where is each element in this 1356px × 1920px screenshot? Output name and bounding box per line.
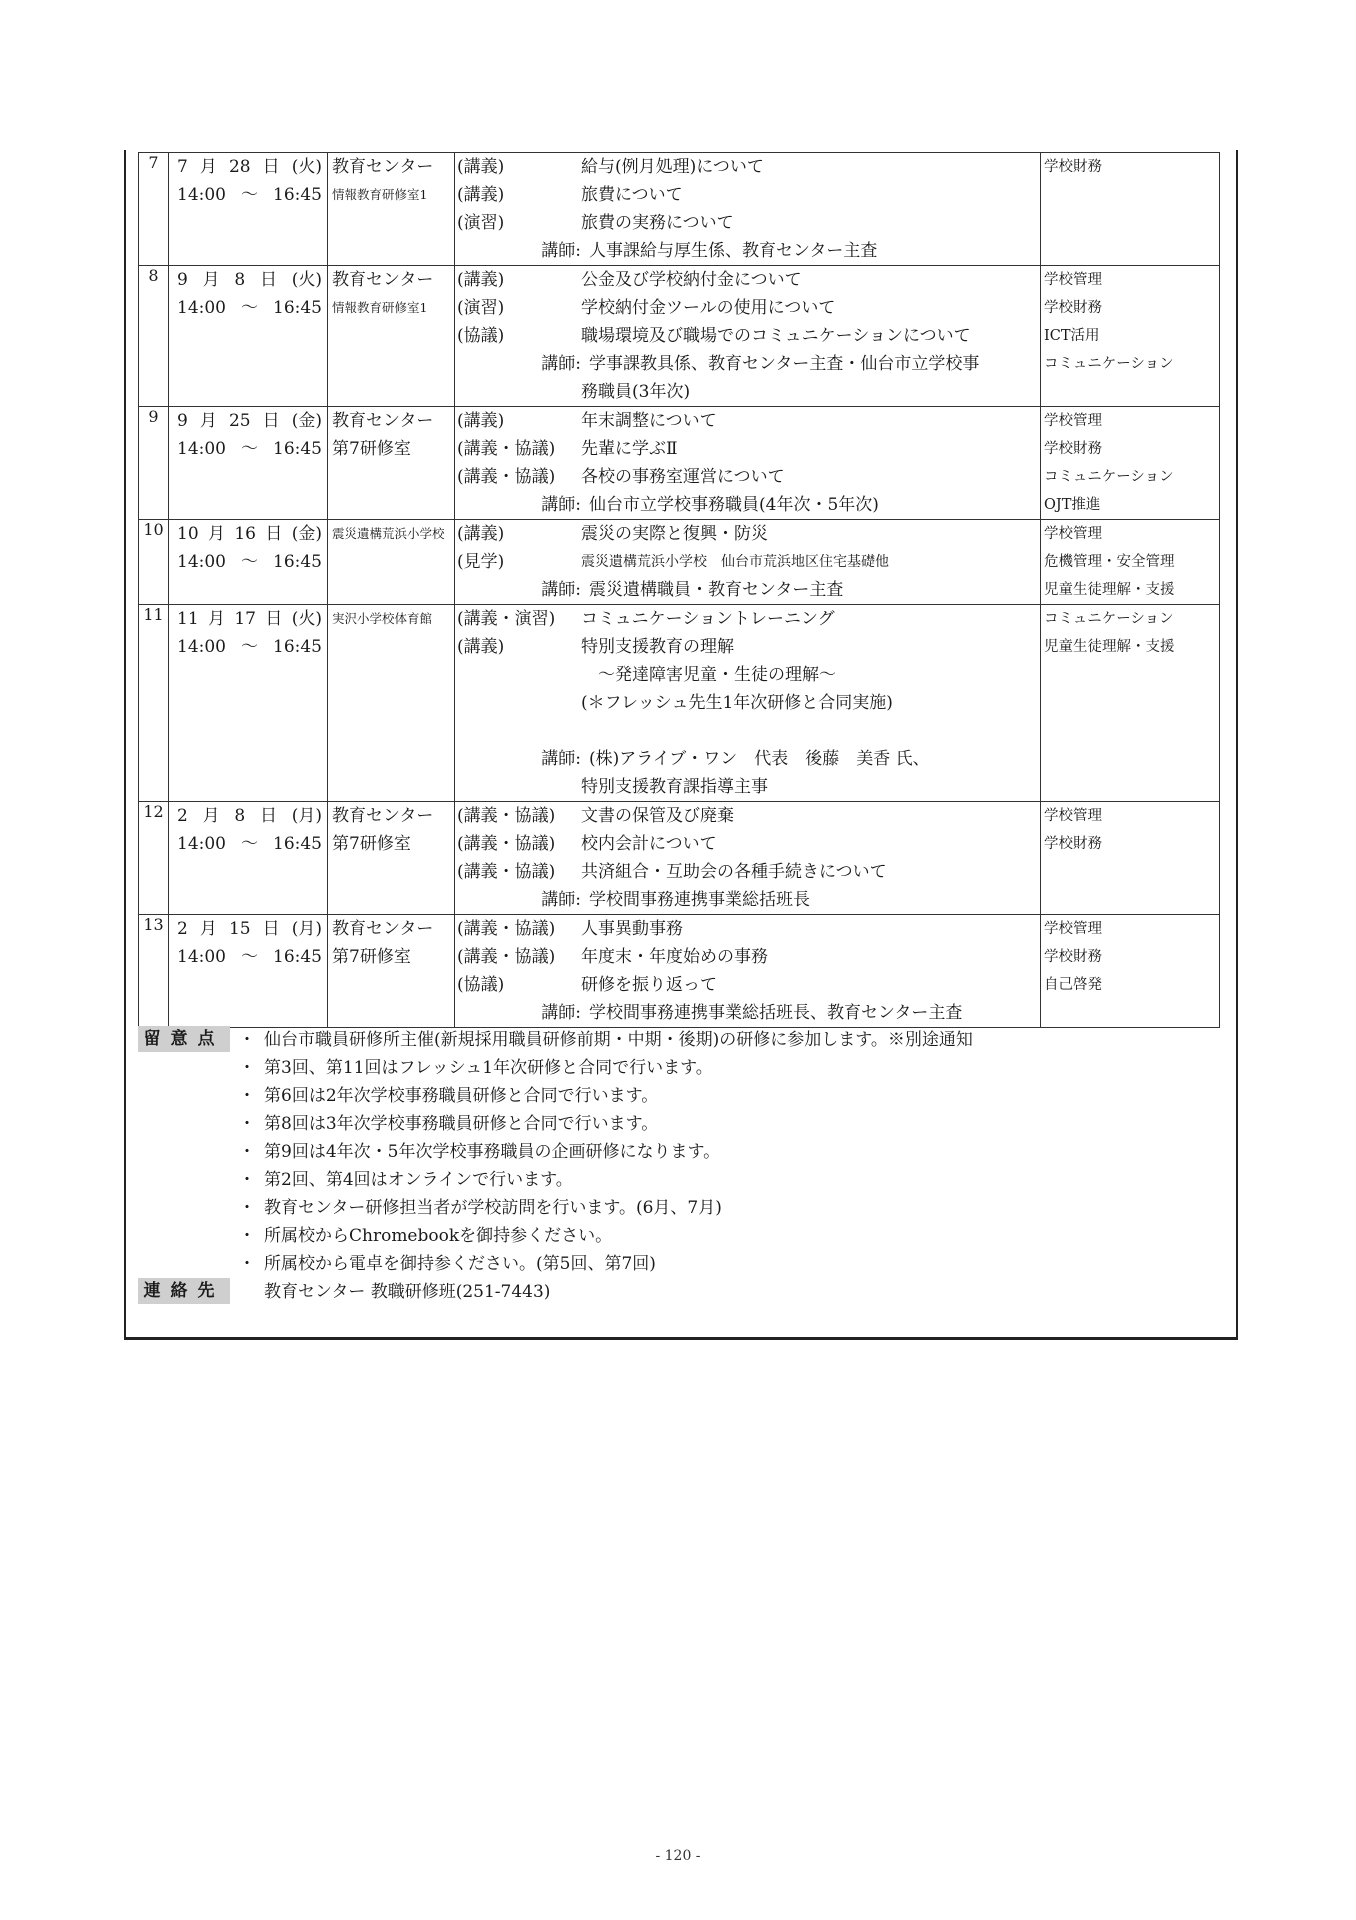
note-item	[138, 1194, 1218, 1222]
time-part: ～	[241, 185, 258, 205]
date-part: 月	[199, 411, 217, 431]
time-part: 14:00	[177, 947, 226, 967]
session-time	[169, 181, 327, 209]
content-type-label: 講師:	[541, 354, 581, 374]
content-line	[455, 435, 1040, 463]
date-part: 17	[234, 609, 256, 629]
time-part: ～	[241, 834, 258, 854]
content-line	[455, 605, 1040, 633]
content-type-label: 講師:	[541, 1003, 581, 1023]
time-part: 14:00	[177, 552, 226, 572]
date-part: 日	[259, 806, 277, 826]
session-datetime	[169, 520, 328, 605]
time-part: 14:00	[177, 834, 226, 854]
content-type-label: (講義・協議)	[457, 439, 556, 459]
content-type-label: (講義)	[457, 270, 505, 290]
venue-line: 第7研修室	[332, 947, 411, 967]
content-text: 務職員(3年次)	[581, 382, 691, 402]
content-type-label: 講師:	[541, 890, 581, 910]
content-type-label: (協議)	[457, 326, 505, 346]
content-text: 職場環境及び職場でのコミュニケーションについて	[581, 326, 971, 346]
content-type-label	[455, 689, 581, 717]
content-type-label: (講義)	[457, 411, 505, 431]
time-part: ～	[241, 947, 258, 967]
content-text: 研修を振り返って	[581, 975, 717, 995]
content-type-label: (講義)	[457, 157, 505, 177]
date-part: 2	[177, 806, 188, 826]
category-tag: 学校管理	[1044, 413, 1102, 429]
time-part: 16:45	[273, 637, 322, 657]
time-part: 16:45	[273, 834, 322, 854]
category-tag: 自己啓発	[1044, 977, 1102, 993]
notes-label-spacer	[138, 1110, 230, 1136]
venue-line: 情報教育研修室1	[332, 187, 428, 202]
venue-line: 第7研修室	[332, 834, 411, 854]
time-part: ～	[241, 298, 258, 318]
time-part: 16:45	[273, 439, 322, 459]
session-row	[139, 153, 1220, 266]
session-date	[169, 520, 327, 548]
note-text: 第6回は2年次学校事務職員研修と合同で行います。	[264, 1086, 659, 1106]
content-text: 学事課教具係、教育センター主査・仙台市立学校事	[589, 354, 980, 374]
content-text: 人事異動事務	[581, 919, 683, 939]
note-text: 仙台市職員研修所主催(新規採用職員研修前期・中期・後期)の研修に参加します。※別途通知	[264, 1030, 973, 1050]
bullet-icon: ・	[238, 1198, 256, 1218]
content-type-label: (講義)	[457, 637, 505, 657]
category-tag: ICT活用	[1044, 328, 1100, 344]
date-part: 月	[199, 919, 217, 939]
content-text: (株)アライブ・ワン 代表 後藤 美香 氏、	[589, 749, 930, 769]
category-tag: コミュニケーション	[1044, 611, 1174, 627]
content-type-label: (演習)	[457, 298, 505, 318]
content-line	[455, 576, 1040, 604]
session-row	[139, 407, 1220, 520]
content-line	[455, 717, 1040, 745]
bullet-icon: ・	[238, 1114, 256, 1134]
content-text: 学校間事務連携事業総括班長	[589, 890, 810, 910]
content-line	[455, 830, 1040, 858]
note-item	[138, 1110, 1218, 1138]
content-line	[455, 209, 1040, 237]
date-part: 日	[262, 157, 280, 177]
date-part: 日	[265, 524, 283, 544]
category-tag: 学校財務	[1044, 300, 1102, 316]
date-part: (月)	[291, 806, 322, 826]
date-part: (火)	[291, 157, 322, 177]
session-row	[139, 605, 1220, 802]
notes-label-spacer	[138, 1250, 230, 1276]
content-text: 震災遺構職員・教育センター主査	[589, 580, 844, 600]
content-line	[455, 322, 1040, 350]
content-type-label: (講義・協議)	[457, 806, 556, 826]
date-part: 2	[177, 919, 188, 939]
content-text: 共済組合・互助会の各種手続きについて	[581, 862, 887, 882]
time-part: ～	[241, 552, 258, 572]
content-text: 旅費について	[581, 185, 683, 205]
venue-line: 情報教育研修室1	[332, 300, 428, 315]
page-number: - 120 -	[655, 1848, 701, 1864]
category-tag: 学校管理	[1044, 272, 1102, 288]
date-part: 28	[228, 157, 251, 177]
content-line	[455, 378, 1040, 406]
date-part: 9	[177, 411, 188, 431]
date-part: 日	[265, 609, 283, 629]
bullet-icon: ・	[238, 1254, 256, 1274]
category-tag: 学校管理	[1044, 808, 1102, 824]
time-part: 16:45	[273, 185, 322, 205]
content-line	[455, 802, 1040, 830]
session-row	[139, 915, 1220, 1028]
time-part: 16:45	[273, 947, 322, 967]
content-line	[455, 463, 1040, 491]
notes-label-spacer	[138, 1166, 230, 1192]
content-type-label: (講義・協議)	[457, 467, 556, 487]
session-categories	[1041, 802, 1220, 915]
session-number: 10	[139, 520, 169, 605]
time-part: 14:00	[177, 185, 226, 205]
session-time	[169, 294, 327, 322]
bullet-icon: ・	[238, 1030, 256, 1050]
venue-line: 教育センター	[332, 157, 434, 177]
session-venue	[328, 266, 455, 407]
date-part: 月	[199, 157, 217, 177]
venue-line: 第7研修室	[332, 439, 411, 459]
session-time	[169, 548, 327, 576]
content-line	[455, 407, 1040, 435]
session-venue	[328, 153, 455, 266]
content-text: 各校の事務室運営について	[581, 467, 785, 487]
note-text: 第3回、第11回はフレッシュ1年次研修と合同で行います。	[264, 1058, 713, 1078]
date-part: 日	[262, 411, 280, 431]
content-type-label	[455, 773, 581, 801]
content-text: 人事課給与厚生係、教育センター主査	[589, 241, 878, 261]
category-tag: OJT推進	[1044, 497, 1101, 513]
session-categories	[1041, 520, 1220, 605]
note-text: 第9回は4年次・5年次学校事務職員の企画研修になります。	[264, 1142, 721, 1162]
content-text: 文書の保管及び廃棄	[581, 806, 734, 826]
category-tag: 学校財務	[1044, 159, 1102, 175]
session-time	[169, 830, 327, 858]
session-time	[169, 943, 327, 971]
session-time	[169, 633, 327, 661]
venue-line: 教育センター	[332, 270, 434, 290]
content-type-label	[455, 378, 581, 406]
content-type-label: (講義・協議)	[457, 834, 556, 854]
category-tag: 児童生徒理解・支援	[1044, 582, 1175, 598]
content-line	[455, 886, 1040, 914]
content-line	[455, 858, 1040, 886]
note-text: 教育センター研修担当者が学校訪問を行います。(6月、7月)	[264, 1198, 722, 1218]
session-datetime	[169, 915, 328, 1028]
notes-label: 留意点	[138, 1026, 230, 1052]
date-part: 月	[208, 609, 225, 629]
content-line	[455, 943, 1040, 971]
contact-row	[138, 1278, 1218, 1306]
category-tag: 学校財務	[1044, 441, 1102, 457]
session-number: 13	[139, 915, 169, 1028]
content-text: (＊フレッシュ先生1年次研修と合同実施)	[581, 693, 893, 713]
notes-label-spacer	[138, 1138, 230, 1164]
time-part: 14:00	[177, 298, 226, 318]
session-datetime	[169, 153, 328, 266]
content-text: 年末調整について	[581, 411, 717, 431]
content-line	[455, 350, 1040, 378]
session-date	[169, 407, 327, 435]
venue-line: 教育センター	[332, 919, 434, 939]
session-content	[455, 605, 1041, 802]
notes-section	[138, 1026, 1218, 1306]
content-text: コミュニケーショントレーニング	[581, 609, 835, 629]
content-line	[455, 633, 1040, 661]
date-part: 15	[228, 919, 251, 939]
content-line	[455, 661, 1040, 689]
session-categories	[1041, 605, 1220, 802]
bullet-icon: ・	[238, 1170, 256, 1190]
date-part: 月	[208, 524, 225, 544]
venue-line: 教育センター	[332, 411, 434, 431]
bullet-icon: ・	[238, 1058, 256, 1078]
content-text: 校内会計について	[581, 834, 717, 854]
content-type-label: (講義・協議)	[457, 947, 556, 967]
note-text: 第2回、第4回はオンラインで行います。	[264, 1170, 573, 1190]
session-venue	[328, 915, 455, 1028]
content-text: 特別支援教育課指導主事	[581, 777, 768, 797]
session-row	[139, 802, 1220, 915]
contact-text: 教育センター 教職研修班(251-7443)	[264, 1282, 551, 1302]
content-text: 年度末・年度始めの事務	[581, 947, 768, 967]
session-datetime	[169, 407, 328, 520]
session-number: 11	[139, 605, 169, 802]
category-tag: 学校管理	[1044, 526, 1102, 542]
category-tag: 児童生徒理解・支援	[1044, 639, 1175, 655]
session-date	[169, 266, 327, 294]
content-type-label: (講義)	[457, 185, 505, 205]
date-part: 7	[177, 157, 188, 177]
content-type-label: (見学)	[457, 552, 505, 572]
venue-line	[328, 633, 454, 661]
content-line	[455, 181, 1040, 209]
content-text: 学校納付金ツールの使用について	[581, 298, 836, 318]
notes-label-spacer	[138, 1194, 230, 1220]
date-part: 9	[177, 270, 188, 290]
date-part: 8	[234, 270, 246, 290]
session-categories	[1041, 153, 1220, 266]
venue-line: 実沢小学校体育館	[332, 611, 433, 626]
session-content	[455, 153, 1041, 266]
venue-line: 震災遺構荒浜小学校	[332, 526, 445, 541]
bullet-icon: ・	[238, 1086, 256, 1106]
session-number: 12	[139, 802, 169, 915]
venue-line: 教育センター	[332, 806, 434, 826]
session-categories	[1041, 266, 1220, 407]
content-type-label: (演習)	[457, 213, 505, 233]
content-text: 震災遺構荒浜小学校 仙台市荒浜地区住宅基礎他	[581, 554, 889, 570]
content-line	[455, 491, 1040, 519]
category-tag: コミュニケーション	[1044, 356, 1174, 372]
content-type-label	[455, 661, 581, 689]
session-content	[455, 915, 1041, 1028]
session-categories	[1041, 915, 1220, 1028]
content-line	[455, 689, 1040, 717]
content-line	[455, 153, 1040, 181]
time-part: 16:45	[273, 298, 322, 318]
content-type-label: 講師:	[541, 495, 581, 515]
content-text: 先輩に学ぶⅡ	[581, 439, 678, 459]
note-text: 所属校からChromebookを御持参ください。	[264, 1226, 613, 1246]
session-row	[139, 520, 1220, 605]
session-date	[169, 153, 327, 181]
content-text	[581, 717, 1040, 745]
note-item	[138, 1138, 1218, 1166]
session-datetime	[169, 605, 328, 802]
note-item	[138, 1250, 1218, 1278]
content-line	[455, 999, 1040, 1027]
time-part: 16:45	[273, 552, 322, 572]
session-venue	[328, 802, 455, 915]
content-type-label: (講義・協議)	[457, 862, 556, 882]
content-line	[455, 971, 1040, 999]
session-categories	[1041, 407, 1220, 520]
date-part: 日	[262, 919, 280, 939]
bullet-icon: ・	[238, 1142, 256, 1162]
date-part: (金)	[291, 411, 322, 431]
content-type-label: (講義・協議)	[457, 919, 556, 939]
content-line	[455, 915, 1040, 943]
session-time	[169, 435, 327, 463]
session-datetime	[169, 802, 328, 915]
content-type-label: (講義・演習)	[457, 609, 556, 629]
session-datetime	[169, 266, 328, 407]
venue-line	[328, 548, 454, 576]
content-type-label: (講義)	[457, 524, 505, 544]
date-part: (金)	[291, 524, 322, 544]
time-part: ～	[241, 637, 258, 657]
session-number: 9	[139, 407, 169, 520]
content-line	[455, 266, 1040, 294]
note-item	[138, 1222, 1218, 1250]
category-tag: 危機管理・安全管理	[1044, 554, 1175, 570]
content-type-label: (協議)	[457, 975, 505, 995]
content-text: 給与(例月処理)について	[581, 157, 764, 177]
note-item	[138, 1026, 1218, 1054]
time-part: 14:00	[177, 637, 226, 657]
session-content	[455, 407, 1041, 520]
date-part: 25	[228, 411, 251, 431]
content-type-label: 講師:	[541, 241, 581, 261]
content-text: 仙台市立学校事務職員(4年次・5年次)	[589, 495, 879, 515]
session-row	[139, 266, 1220, 407]
note-item	[138, 1166, 1218, 1194]
content-text: 学校間事務連携事業総括班長、教育センター主査	[589, 1003, 963, 1023]
content-text: 震災の実際と復興・防災	[581, 524, 768, 544]
content-text: ～発達障害児童・生徒の理解～	[581, 665, 836, 685]
date-part: (火)	[291, 270, 322, 290]
content-line	[455, 294, 1040, 322]
date-part: 8	[234, 806, 246, 826]
content-line	[455, 520, 1040, 548]
contact-label: 連絡先	[138, 1278, 230, 1304]
time-part: 14:00	[177, 439, 226, 459]
content-line	[455, 548, 1040, 576]
session-date	[169, 915, 327, 943]
notes-label-spacer	[138, 1082, 230, 1108]
content-text: 特別支援教育の理解	[581, 637, 734, 657]
schedule-table	[138, 152, 1220, 1028]
date-part: 日	[259, 270, 277, 290]
session-venue	[328, 605, 455, 802]
session-date	[169, 802, 327, 830]
session-content	[455, 802, 1041, 915]
note-text: 所属校から電卓を御持参ください。(第5回、第7回)	[264, 1254, 656, 1274]
category-tag: 学校管理	[1044, 921, 1102, 937]
bullet-icon: ・	[238, 1226, 256, 1246]
date-part: (月)	[291, 919, 322, 939]
content-type-label: 講師:	[541, 749, 581, 769]
session-venue	[328, 407, 455, 520]
content-line	[455, 773, 1040, 801]
date-part: 10	[177, 524, 199, 544]
session-number: 8	[139, 266, 169, 407]
note-item	[138, 1054, 1218, 1082]
notes-label-spacer	[138, 1222, 230, 1248]
date-part: 16	[234, 524, 256, 544]
time-part: ～	[241, 439, 258, 459]
content-type-label: 講師:	[541, 580, 581, 600]
content-line	[455, 745, 1040, 773]
content-text: 公金及び学校納付金について	[581, 270, 802, 290]
category-tag: 学校財務	[1044, 949, 1102, 965]
category-tag: コミュニケーション	[1044, 469, 1174, 485]
date-part: 11	[177, 609, 199, 629]
note-item	[138, 1082, 1218, 1110]
session-content	[455, 266, 1041, 407]
date-part: 月	[202, 806, 220, 826]
content-type-label	[455, 717, 581, 745]
content-line	[455, 237, 1040, 265]
session-date	[169, 605, 327, 633]
date-part: 月	[202, 270, 220, 290]
notes-label-spacer	[138, 1054, 230, 1080]
session-content	[455, 520, 1041, 605]
content-text: 旅費の実務について	[581, 213, 734, 233]
note-text: 第8回は3年次学校事務職員研修と合同で行います。	[264, 1114, 659, 1134]
date-part: (火)	[291, 609, 322, 629]
session-venue	[328, 520, 455, 605]
session-number: 7	[139, 153, 169, 266]
category-tag: 学校財務	[1044, 836, 1102, 852]
